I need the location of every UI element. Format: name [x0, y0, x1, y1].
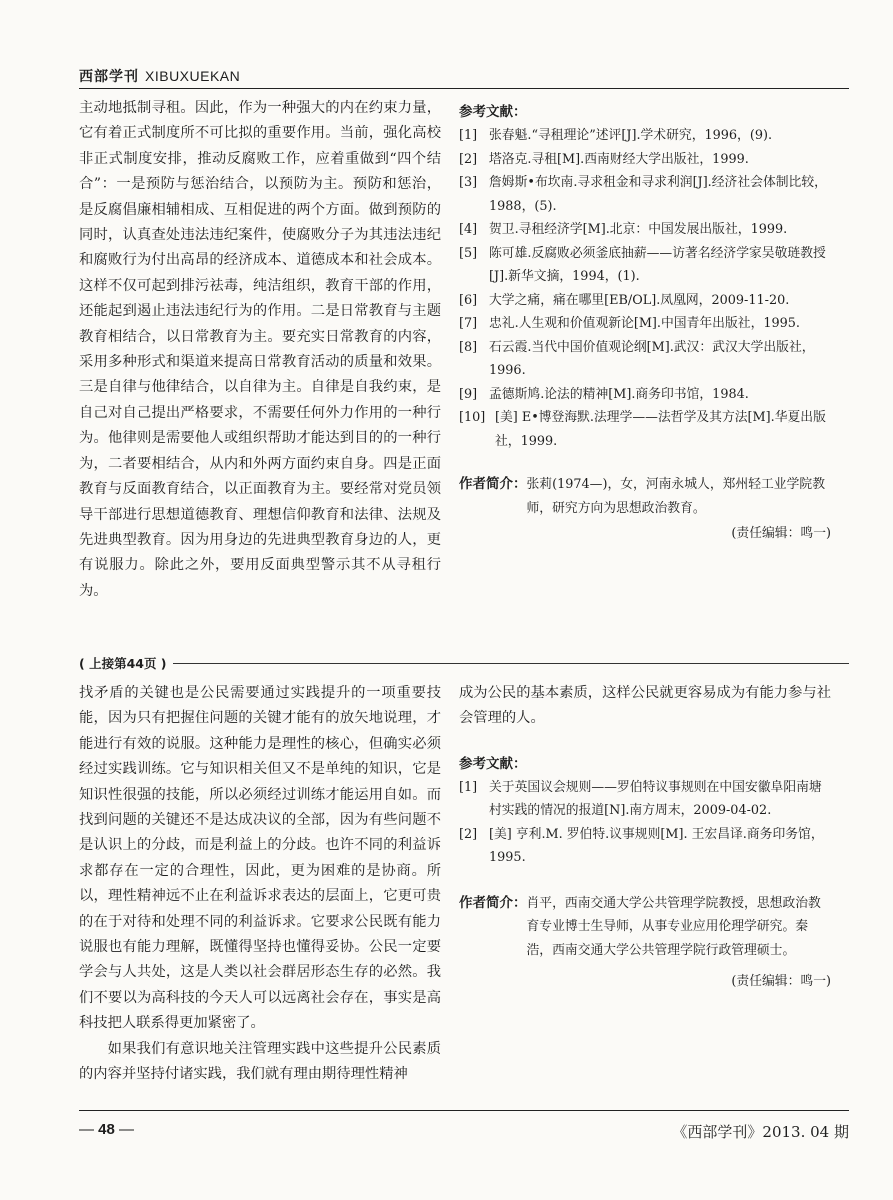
reference-number: [2] — [459, 826, 478, 842]
reference-item — [459, 776, 831, 823]
author-label: 作者简介： — [459, 476, 527, 492]
header-rule — [79, 88, 849, 89]
author-text: 张莉(1974—)，女，河南永城人，郑州轻工业学院教师，研究方向为思想政治教育。 — [526, 477, 825, 516]
reference-text: 贺卫.寻租经济学[M].北京：中国发展出版社，1999. — [489, 222, 788, 237]
reference-item — [459, 171, 831, 218]
reference-text: 陈可雄.反腐败必须釜底抽薪——访著名经济学家吴敬琏教授[J].新华文摘，1994，(1). — [489, 245, 826, 284]
journal-issue: 《西部学刊》2013. 04 期 — [672, 1123, 849, 1141]
editor-note: (责任编辑：鸣一) — [731, 526, 831, 541]
reference-text: 大学之痛，痛在哪里[EB/OL].凤凰网，2009-11-20. — [489, 292, 790, 308]
reference-text: 石云霞.当代中国价值观论纲[M].武汉：武汉大学出版社，1996. — [489, 339, 815, 378]
continued-rule — [173, 663, 849, 664]
reference-item — [459, 336, 831, 383]
author-label: 作者简介： — [459, 894, 527, 911]
reference-text: 关于英国议会规则——罗伯特议事规则在中国安徽阜阳南塘村实践的情况的报道[N].南方周末，2009-04-02. — [489, 779, 822, 819]
reference-number: [7] — [459, 316, 478, 331]
reference-item — [459, 406, 831, 453]
continued-from-bar — [79, 654, 849, 672]
reference-number: [2] — [459, 151, 478, 167]
reference-text: 忠礼.人生观和价值观新论[M].中国青年出版社，1995. — [489, 316, 800, 331]
body-paragraph: 成为公民的基本素质，这样公民就更容易成为有能力参与社会管理的人。 — [459, 685, 831, 727]
references-title: 参考文献： — [459, 104, 527, 120]
continued-label: ( 上接第44页 ) — [79, 656, 167, 671]
reference-item — [459, 242, 831, 289]
reference-list — [459, 776, 831, 870]
journal-name-en: XIBUXUEKAN — [145, 68, 241, 84]
reference-number: [6] — [459, 292, 478, 308]
page-number: — 48 — — [79, 1121, 135, 1138]
body-paragraph: 如果我们有意识地关注管理实践中这些提升公民素质的内容并坚持付诸实践，我们就有理由期待理性精神 — [79, 1040, 441, 1083]
reference-text: 詹姆斯•布坎南.寻求租金和寻求利润[J].经济社会体制比较，1988，(5). — [489, 175, 827, 214]
reference-number: [8] — [459, 339, 478, 355]
author-text: 肖平，西南交通大学公共管理学院教授，思想政治教育专业博士生导师，从事专业应用伦理学研究。秦浩，西南交通大学公共管理学院行政管理硕士。 — [526, 895, 821, 958]
top-right-column — [459, 100, 831, 541]
top-left-column — [79, 96, 441, 604]
running-header — [79, 66, 240, 86]
reference-number: [9] — [459, 386, 478, 402]
editor-note: (责任编辑：鸣一) — [731, 974, 831, 990]
reference-number: [4] — [459, 222, 478, 237]
reference-text: [美] 亨利.M. 罗伯特.议事规则[M]. 王宏昌译.商务印务馆，1995. — [489, 826, 824, 866]
reference-item — [459, 312, 831, 336]
reference-text: 孟德斯鸠.论法的精神[M].商务印书馆，1984. — [489, 386, 749, 402]
body-paragraph: 主动地抵制寻租。因此，作为一种强大的内在约束力量，它有着正式制度所不可比拟的重要作用。当前，强化高校非正式制度安排，推动反腐败工作，应着重做到“四个结合”：一是预防与惩治结合，以预防为主。预防和惩治，是反腐倡廉相辅相成、互相促进的两个方面。做到预防的同时，认真查处违法违纪案件，使腐败分子为其违法违纪和腐败行为付出高昂的经济成本、道德成本和社会成本。这样不仅可起到排污祛毒，纯洁组织，教育干部的作用，还能起到遏止违法违纪行为的作用。二是日常教育与主题教育相结合，以日常教育为主。要充实日常教育的内容，采用多种形式和渠道来提高日常教育活动的质量和效果。三是自律与他律结合，以自律为主。自律是自我约束，是自己对自己提出严格要求，不需要任何外力作用的一种行为。他律则是需要他人或组织帮助才能达到目的的一种行为，二者要相结合，从内和外两方面约束自身。四是正面教育与反面教育结合，以正面教育为主。要经常对党员领导干部进行思想道德教育、理想信仰教育和法律、法规及先进典型教育。因为用身边的先进典型教育身边的人，更有说服力。除此之外，要用反面典型警示其不从寻租行为。 — [79, 100, 441, 599]
page-number-value: 48 — [98, 1121, 115, 1138]
reference-number: [3] — [459, 175, 478, 190]
reference-text: 塔洛克.寻租[M].西南财经大学出版社，1999. — [489, 151, 749, 167]
reference-number: [1] — [459, 128, 478, 143]
reference-list — [459, 124, 831, 453]
footer-rule — [79, 1110, 849, 1111]
reference-number: [5] — [459, 245, 478, 261]
journal-name-cn: 西部学刊 — [79, 69, 139, 85]
reference-item — [459, 289, 831, 313]
reference-text: 张春魁.“寻租理论”述评[J].学术研究，1996，(9). — [489, 128, 773, 143]
reference-item — [459, 383, 831, 407]
reference-text: [美] E•博登海默.法理学——法哲学及其方法[M].华夏出版社，1999. — [495, 410, 826, 449]
author-bio — [459, 473, 831, 520]
reference-number: [10] — [459, 410, 486, 425]
reference-item — [459, 218, 831, 242]
author-bio — [459, 892, 831, 963]
reference-item — [459, 148, 831, 172]
references-title: 参考文献： — [459, 755, 527, 772]
bottom-right-column — [459, 681, 831, 989]
reference-item — [459, 823, 831, 870]
reference-item — [459, 124, 831, 148]
reference-number: [1] — [459, 779, 478, 795]
body-paragraph: 找矛盾的关键也是公民需要通过实践提升的一项重要技能，因为只有把握住问题的关键才能有的放矢地说理，才能进行有效的说服。这种能力是理性的核心，但确实必须经过实践训练。它与知识相关但又不是单纯的知识，它是知识性很强的技能，所以必须经过训练才能运用自如。而找到问题的关键还不是达成决议的全部，因为有些问题不是认识上的分歧，而是利益上的分歧。也许不同的利益诉求都存在一定的合理性，因此，更为困难的是协商。所以，理性精神远不止在利益诉求表达的层面上，它更可贵的在于对待和处理不同的利益诉求。它要求公民既有能力说服也有能力理解，既懂得坚持也懂得妥协。公民一定要学会与人共处，这是人类以社会群居形态生存的必然。我们不要以为高科技的今天人可以远离社会存在，事实是高科技把人联系得更加紧密了。 — [79, 685, 441, 1032]
bottom-left-column — [79, 681, 441, 1088]
